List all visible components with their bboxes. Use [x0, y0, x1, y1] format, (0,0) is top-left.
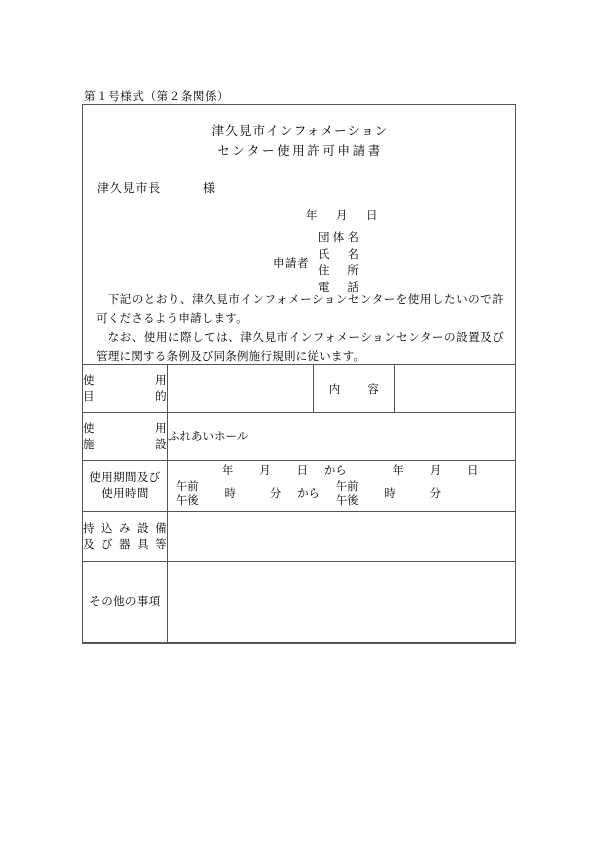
date-year: 年: [305, 210, 318, 222]
applicant-block: [273, 230, 359, 296]
period-to-month: 月: [429, 465, 442, 477]
body-paragraph-1: 下記のとおり、津久見市インフォメーションセンターを使用したいので許可くださるよう申請します。: [96, 293, 504, 325]
row-label-purpose-line-1: 使用: [83, 374, 167, 387]
period-to-year: 年: [392, 465, 404, 477]
row-label-facility: [83, 413, 168, 461]
start-hour: 時: [224, 487, 236, 500]
form-title-line-1: 津久見市インフォメーション: [211, 124, 389, 138]
row-label-purpose-line-2: 目的: [83, 390, 167, 403]
end-ampm-selector[interactable]: [336, 480, 359, 508]
end-pm-option[interactable]: 午後: [335, 495, 359, 507]
table-row-other: [83, 562, 516, 643]
addressee-honorific: 様: [203, 181, 216, 195]
period-from-year: 年: [222, 465, 234, 477]
period-from-day: 日: [296, 465, 308, 477]
row-label-other: [83, 562, 168, 643]
table-row-period: [83, 461, 516, 512]
applicant-field-organization: 団体名: [318, 232, 360, 244]
body-text: [96, 291, 504, 367]
period-to-day: 日: [467, 465, 479, 477]
end-am-option[interactable]: 午前: [335, 481, 359, 493]
row-label-facility-line-1: 使用: [83, 422, 167, 435]
applicant-field-address: 住所: [318, 265, 360, 277]
date-month: 月: [335, 210, 349, 222]
date-line: [83, 207, 517, 223]
row-label-content: 内容: [314, 365, 395, 413]
form-title-line-2: センター使用許可申請書: [217, 144, 383, 158]
start-minute: 分: [269, 487, 282, 500]
purpose-value-field[interactable]: [168, 365, 314, 413]
facility-value-field[interactable]: ふれあいホール: [168, 413, 516, 461]
equipment-value-field[interactable]: [168, 512, 516, 562]
row-label-facility-line-2: 施設: [83, 438, 167, 451]
start-pm-option[interactable]: 午後: [176, 495, 199, 507]
period-time-range: [168, 480, 515, 508]
table-row-equipment: [83, 512, 516, 562]
applicant-field-phone: 電話: [318, 281, 360, 294]
addressee-name: 津久見市長: [97, 181, 162, 195]
period-date-connector: から: [323, 465, 347, 477]
body-paragraph-2: なお、使用に際しては、津久見市インフォメーションセンターの設置及び管理に関する条例及び同条例施行規則に従います。: [96, 331, 504, 363]
period-time-connector: から: [297, 487, 320, 500]
application-details-table: [82, 364, 516, 643]
row-label-other-line-1: その他の事項: [89, 596, 161, 608]
table-row-facility: [83, 413, 516, 461]
addressee-line: [97, 179, 216, 196]
applicant-field-name: 氏名: [318, 248, 360, 261]
applicant-field-list: [318, 230, 359, 296]
date-day: 日: [366, 210, 379, 222]
period-from-month: 月: [259, 465, 271, 477]
other-value-field[interactable]: [168, 562, 516, 643]
period-value-field[interactable]: [168, 461, 516, 512]
end-hour: 時: [384, 487, 396, 500]
start-ampm-selector[interactable]: [176, 480, 199, 508]
content-value-field[interactable]: [395, 365, 516, 413]
row-label-equipment-line-1: 持込み設備: [83, 522, 167, 535]
row-label-equipment-line-2: 及び器具等: [83, 538, 167, 551]
applicant-label: 申請者: [273, 258, 309, 270]
row-label-equipment: [83, 512, 168, 562]
row-label-period-line-1: 使用期間及び: [89, 472, 161, 484]
form-number: 第１号様式（第２条関係）: [84, 91, 230, 103]
row-label-period: [83, 461, 168, 512]
period-date-range: [168, 464, 515, 479]
table-row-purpose: [83, 365, 516, 413]
form-title: [83, 121, 517, 161]
row-label-period-line-2: 使用時間: [101, 488, 149, 500]
period-cell: [168, 461, 515, 511]
start-am-option[interactable]: 午前: [176, 481, 199, 493]
end-minute: 分: [429, 487, 442, 500]
row-label-purpose: [83, 365, 168, 413]
